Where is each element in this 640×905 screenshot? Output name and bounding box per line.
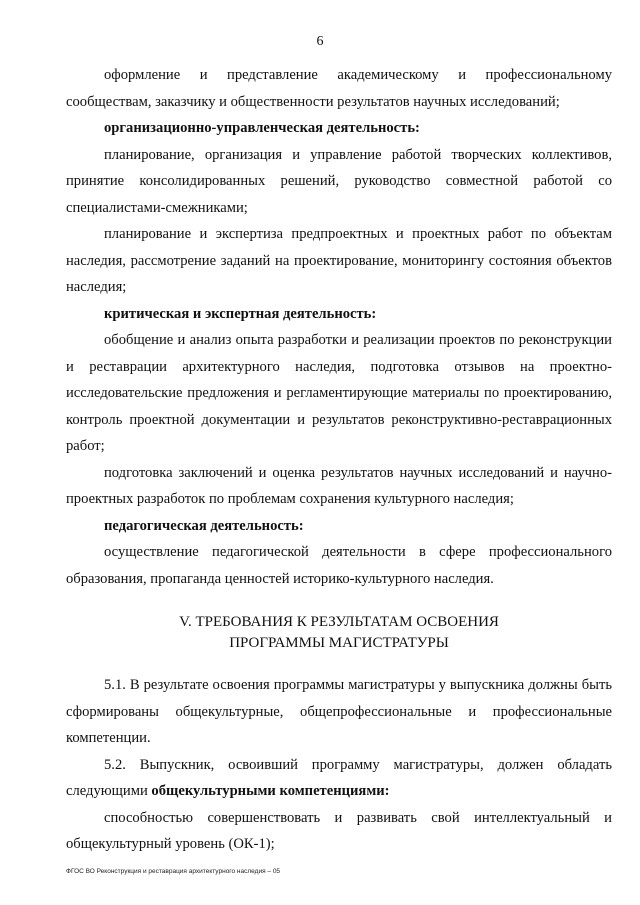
page-number: 6 xyxy=(316,34,324,49)
paragraph-text: 5.2. Выпускник, освоивший программу магистратуры, должен обладать следующими xyxy=(66,756,612,799)
paragraph: подготовка заключений и оценка результатов научных исследований и научно-проектных разработок по проблемам сохранения культурного наследия; xyxy=(66,464,612,507)
section-title-line1: V. ТРЕБОВАНИЯ К РЕЗУЛЬТАТАМ ОСВОЕНИЯ xyxy=(179,614,499,630)
paragraph: планирование и экспертиза предпроектных и проектных работ по объектам наследия, рассмотрение заданий на проектирование, мониторингу состояния объектов наследия; xyxy=(66,226,612,295)
bold-term: общекультурными компетенциями: xyxy=(151,783,390,799)
activity-heading-critical: критическая и экспертная деятельность: xyxy=(104,305,377,322)
document-body xyxy=(66,62,612,858)
paragraph: осуществление педагогической деятельности в сфере профессионального образования, пропаганда ценностей историко-культурного наследия. xyxy=(66,544,612,587)
paragraph xyxy=(66,752,612,805)
footer: ФГОС ВО Реконструкция и реставрация архитектурного наследия – 05 xyxy=(66,868,281,875)
section-title-line2: ПРОГРАММЫ МАГИСТРАТУРЫ xyxy=(229,635,449,651)
section-title xyxy=(66,612,612,654)
activity-heading-pedagogical: педагогическая деятельность: xyxy=(104,517,304,534)
paragraph: оформление и представление академическому и профессиональному сообществам, заказчику и общественности результатов научных исследований; xyxy=(66,67,612,110)
paragraph: 5.1. В результате освоения программы магистратуры у выпускника должны быть сформированы общекультурные, общепрофессиональные и профессиональные компетенции. xyxy=(66,677,612,746)
paragraph: способностью совершенствовать и развивать свой интеллектуальный и общекультурный уровень (ОК-1); xyxy=(66,809,612,852)
paragraph: обобщение и анализ опыта разработки и реализации проектов по реконструкции и реставрации архитектурного наследия, подготовка отзывов на проектно-исследовательские предложения и регламентирующие материалы по проектированию, контроль проектной документации и результатов реконструктивно-реставрационных работ; xyxy=(66,332,612,454)
activity-heading-organizational: организационно-управленческая деятельность: xyxy=(104,120,420,136)
paragraph: планирование, организация и управление работой творческих коллективов, принятие консолидированных решений, руководство совместной работой со специалистами-смежниками; xyxy=(66,146,612,216)
